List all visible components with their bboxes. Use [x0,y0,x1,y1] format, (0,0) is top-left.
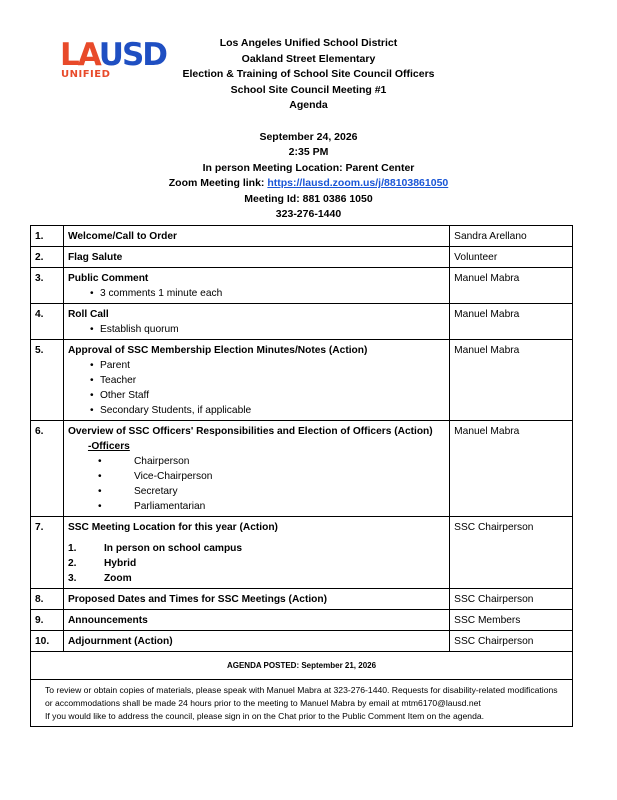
item-title: Proposed Dates and Times for SSC Meetings (Action) [67,594,328,605]
item-cell [63,304,449,340]
item-presenter: SSC Chairperson [450,517,573,589]
item-cell [63,589,449,610]
item-number: 9. [31,610,64,631]
item-presenter: Sandra Arellano [450,226,573,247]
bullet-item: • Secondary Students, if applicable [92,403,445,418]
agenda-row [31,247,573,268]
bullet-item: • Parent [92,358,445,373]
agenda-header [0,36,617,223]
item-cell [63,268,449,304]
agenda-row [31,631,573,652]
item-presenter: SSC Members [450,610,573,631]
bullet-item: • Teacher [92,373,445,388]
item-cell [63,247,449,268]
item-title: SSC Meeting Location for this year (Action) [67,522,278,533]
item-number: 5. [31,340,64,421]
item-title: Approval of SSC Membership Election Minutes/Notes (Action) [67,345,368,356]
meeting-time: 2:35 PM [288,146,329,158]
materials-note: To review or obtain copies of materials, please speak with Manuel Mabra at 323-276-1440. Requests for disability-related modifications or accommodations shall be made 24 hours prior to the meeting to Manuel Mabra by email at mtm6170@lausd.net [45,685,558,708]
officers-subheading: -Officers [87,441,130,452]
agenda-row [31,340,573,421]
item-number: 3. [31,268,64,304]
bullet-item: • 3 comments 1 minute each [92,286,445,301]
item-presenter: Manuel Mabra [450,421,573,517]
document-title: Agenda [289,99,328,111]
numbered-item: 1. In person on school campus [67,543,243,554]
item-title: Overview of SSC Officers' Responsibilities and Election of Officers (Action) [67,426,433,437]
bullet-item: • Secretary [98,484,445,499]
item-number: 7. [31,517,64,589]
item-title: Announcements [67,615,148,626]
item-title: Welcome/Call to Order [67,231,178,242]
agenda-row [31,589,573,610]
item-cell [63,226,449,247]
footer-row [31,680,573,727]
meeting-location: In person Meeting Location: Parent Center [202,161,415,174]
agenda-row [31,268,573,304]
agenda-row [31,226,573,247]
zoom-link[interactable]: https://lausd.zoom.us/j/88103861050 [267,177,449,189]
meeting-title: School Site Council Meeting #1 [230,83,387,96]
agenda-row [31,610,573,631]
bullet-item: • Vice-Chairperson [98,469,445,484]
district-name: Los Angeles Unified School District [219,37,398,49]
meeting-id: Meeting Id: 881 0386 1050 [244,192,373,205]
footer-notes [31,680,573,727]
item-number: 2. [31,247,64,268]
logo-subtitle: UNIFIED [61,69,111,80]
bullet-item: • Chairperson [98,454,445,469]
item-title: Flag Salute [67,252,123,263]
item-cell [63,631,449,652]
item-cell [63,610,449,631]
item-bullets [98,454,445,514]
item-bullets [92,358,445,418]
item-bullets [92,322,445,337]
bullet-item: • Parliamentarian [98,499,445,514]
zoom-label: Zoom Meeting link: [168,177,268,189]
numbered-item: 3. Zoom [67,573,132,584]
numbered-item: 2. Hybrid [67,558,137,569]
item-bullets [92,286,445,301]
meeting-date: September 24, 2026 [259,130,358,143]
item-number: 4. [31,304,64,340]
item-cell [63,421,449,517]
item-number: 8. [31,589,64,610]
item-title: Public Comment [67,273,149,284]
item-presenter: Manuel Mabra [450,340,573,421]
school-name: Oakland Street Elementary [241,52,376,65]
item-presenter: SSC Chairperson [450,631,573,652]
agenda-table [30,225,573,727]
item-title: Adjournment (Action) [67,636,173,647]
item-numbered-list [68,541,445,586]
public-comment-note: If you would like to address the council, please sign in on the Chat prior to the Public Comment Item on the agenda. [45,711,485,721]
bullet-item: • Establish quorum [92,322,445,337]
logo-wordmark: LAUSD [60,37,167,73]
item-presenter: Manuel Mabra [450,268,573,304]
phone-number: 323-276-1440 [275,208,342,220]
item-presenter: Manuel Mabra [450,304,573,340]
agenda-posted-date: AGENDA POSTED: September 21, 2026 [31,652,573,680]
item-presenter: Volunteer [450,247,573,268]
zoom-line [0,176,617,192]
meeting-purpose: Election & Training of School Site Council Officers [182,68,435,80]
item-presenter: SSC Chairperson [450,589,573,610]
item-number: 1. [31,226,64,247]
agenda-row [31,304,573,340]
item-number: 6. [31,421,64,517]
item-cell [63,517,449,589]
posted-row [31,652,573,680]
agenda-row [31,421,573,517]
agenda-row [31,517,573,589]
bullet-item: • Other Staff [92,388,445,403]
item-title: Roll Call [67,309,109,320]
item-cell [63,340,449,421]
item-number: 10. [31,631,64,652]
